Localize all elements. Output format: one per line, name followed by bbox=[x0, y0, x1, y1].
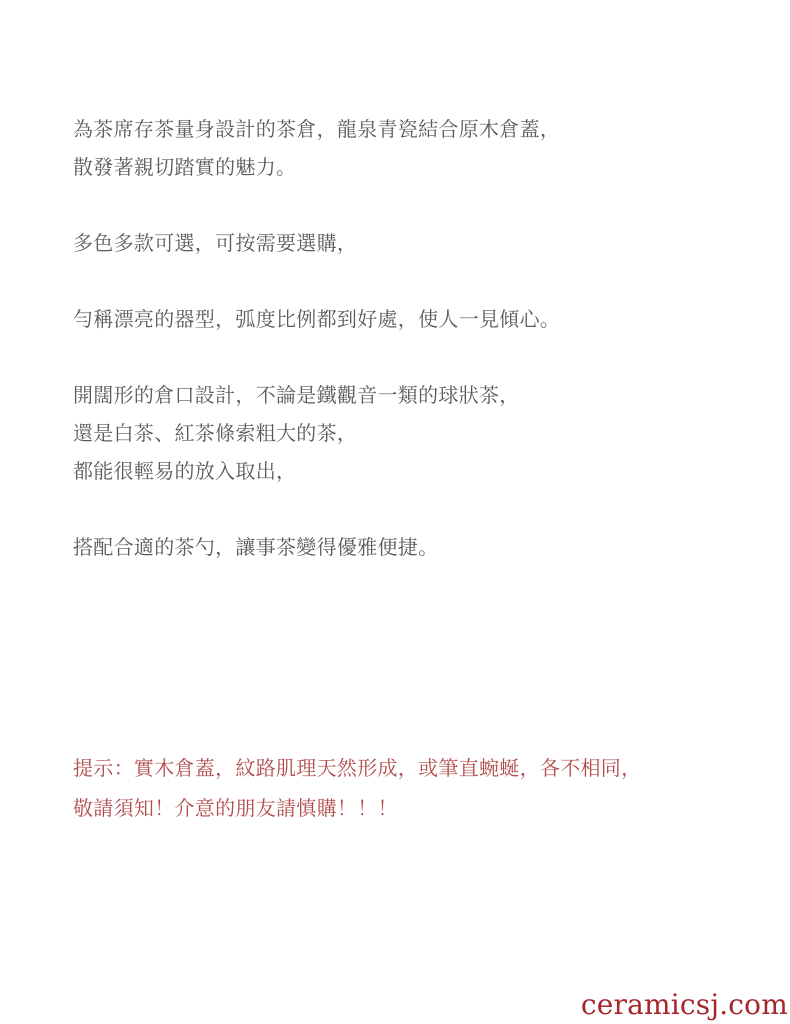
description-paragraph-2 bbox=[73, 224, 773, 262]
description-body bbox=[73, 110, 773, 604]
paragraph-line: 都能很輕易的放入取出， bbox=[73, 459, 297, 483]
paragraph-line: 搭配合適的茶勺，讓事茶變得優雅便捷。 bbox=[73, 535, 439, 559]
paragraph-line: 開闊形的倉口設計，不論是鐵觀音一類的球狀茶， bbox=[73, 383, 520, 407]
description-paragraph-4 bbox=[73, 376, 773, 490]
notice-line: 提示：實木倉蓋，紋路肌理天然形成，或筆直蜿蜒，各不相同， bbox=[73, 756, 642, 780]
description-paragraph-1 bbox=[73, 110, 773, 186]
site-watermark: ceramicsj.com bbox=[580, 988, 788, 1021]
notice-line: 敬請須知！介意的朋友請慎購！！！ bbox=[73, 796, 398, 820]
paragraph-line: 為茶席存茶量身設計的茶倉，龍泉青瓷結合原木倉蓋， bbox=[73, 117, 561, 141]
description-paragraph-5 bbox=[73, 528, 773, 566]
paragraph-line: 散發著親切踏實的魅力。 bbox=[73, 155, 297, 179]
paragraph-line: 多色多款可選，可按需要選購， bbox=[73, 231, 358, 255]
paragraph-line: 還是白茶、紅茶條索粗大的茶， bbox=[73, 421, 358, 445]
description-paragraph-3 bbox=[73, 300, 773, 338]
purchase-notice bbox=[73, 748, 773, 828]
paragraph-line: 勻稱漂亮的器型，弧度比例都到好處，使人一見傾心。 bbox=[73, 307, 561, 331]
